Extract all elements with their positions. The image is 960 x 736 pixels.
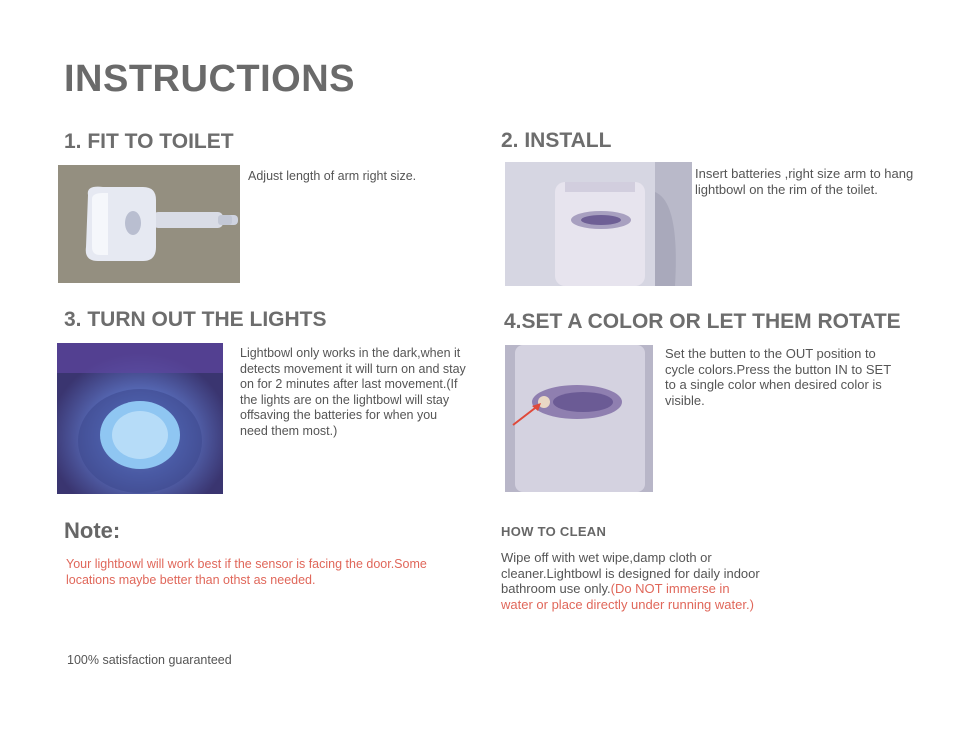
page-title: INSTRUCTIONS [64, 58, 355, 100]
step-2-heading: 2. INSTALL [501, 129, 612, 152]
how-to-clean-warning: (Do NOT immerse in water or place directly under running water.) [501, 581, 754, 612]
note-text: Your lightbowl will work best if the sensor is facing the door.Some locations maybe better than othst as needed. [66, 557, 427, 587]
step-2-text: Insert batteries ,right size arm to hang lightbowl on the rim of the toilet. [695, 166, 914, 197]
satisfaction-guarantee: 100% satisfaction guaranteed [67, 653, 232, 667]
step-3-text: Lightbowl only works in the dark,when it detects movement it will turn on and stay on for 2 minutes after last movement.(If the lights are on the lightbowl will stay offsaving the batteries for when you need them most.) [240, 346, 466, 438]
step-1-photo [58, 165, 240, 283]
step-4-heading: 4.SET A COLOR OR LET THEM ROTATE [504, 310, 901, 333]
step-3-heading: 3. TURN OUT THE LIGHTS [64, 308, 327, 331]
step-4-photo [505, 345, 653, 492]
step-1-text: Adjust length of arm right size. [248, 169, 417, 183]
how-to-clean-text [501, 550, 761, 612]
how-to-clean-title: HOW TO CLEAN [501, 524, 607, 539]
step-4-text: Set the butten to the OUT position to cycle colors.Press the button IN to SET to a single color when desired color is visible. [665, 346, 891, 408]
step-3-photo [57, 343, 223, 494]
step-2-photo [505, 162, 692, 286]
how-to-clean-instructions: Wipe off with wet wipe,damp cloth or cleaner.Lightbowl is designed for daily indoor bathroom use only. [501, 550, 760, 596]
step-1-heading: 1. FIT TO TOILET [64, 130, 234, 153]
note-title: Note: [64, 518, 121, 543]
